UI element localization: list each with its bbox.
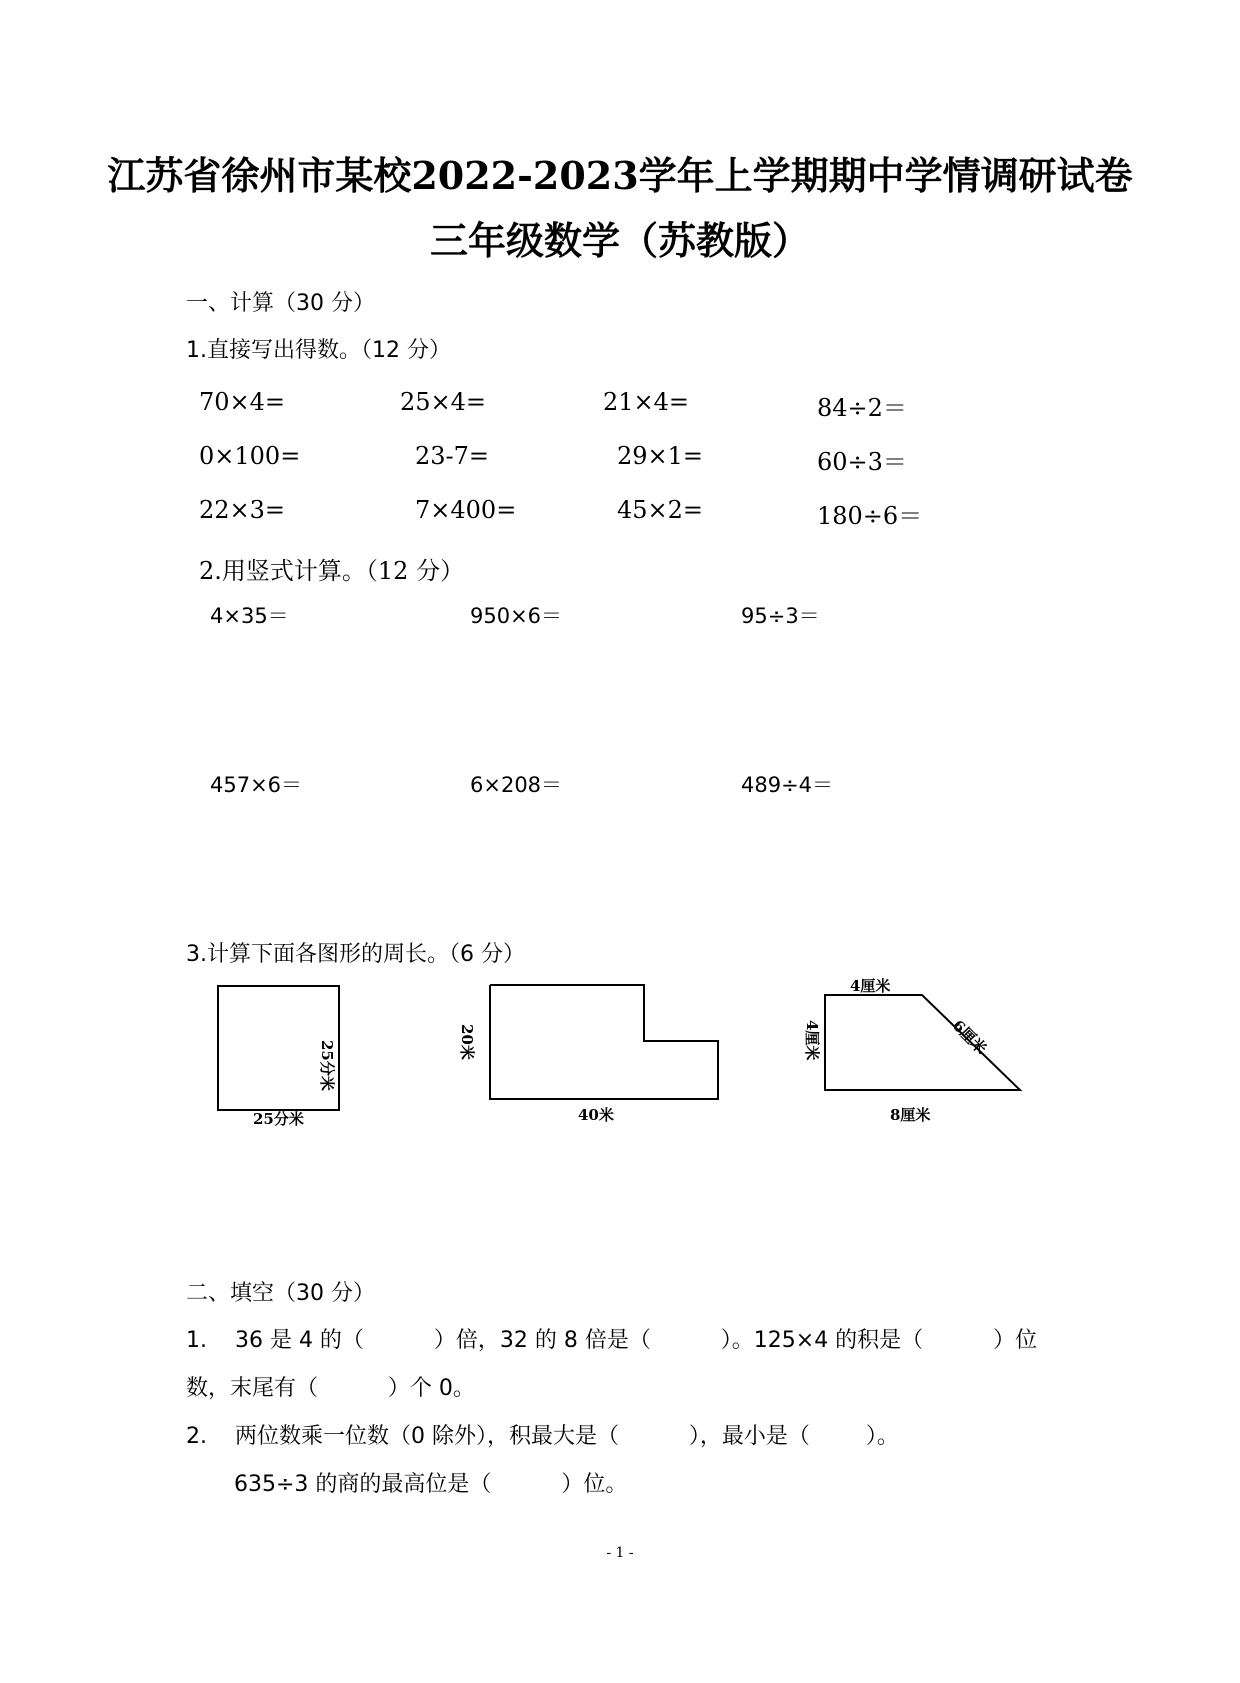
q1-item: 45×2= xyxy=(617,496,704,524)
q1-item: 84÷2＝ xyxy=(817,394,907,422)
trapezoid-figure xyxy=(815,985,1030,1100)
q2-item: 4×35＝ xyxy=(210,604,289,628)
q2-item: 950×6＝ xyxy=(470,604,563,628)
q1-item: 21×4= xyxy=(603,388,690,416)
fill-item-2-line2: 635÷3 的商的最高位是（ ）位。 xyxy=(234,1472,628,1497)
q1-item: 29×1= xyxy=(617,442,704,470)
q2-item: 489÷4＝ xyxy=(741,773,834,797)
l-shape-left-label: 20米 xyxy=(458,1024,476,1060)
trapezoid-top-label: 4厘米 xyxy=(850,977,891,995)
q1-item: 180÷6＝ xyxy=(817,502,923,530)
q1-title: 1.直接写出得数。（12 分） xyxy=(186,338,451,363)
square-right-label: 25分米 xyxy=(318,1040,336,1091)
q2-item: 95÷3＝ xyxy=(741,604,820,628)
l-shape-bottom-label: 40米 xyxy=(578,1106,614,1124)
l-shape xyxy=(490,985,718,1099)
q2-item: 6×208＝ xyxy=(470,773,563,797)
section1-heading: 一、计算（30 分） xyxy=(186,291,375,316)
q1-item: 22×3= xyxy=(199,496,286,524)
page-number: - 1 - xyxy=(606,1545,634,1561)
q1-item: 0×100= xyxy=(199,442,301,470)
trapezoid-slant-label: 6厘米 xyxy=(948,1016,991,1058)
l-shape-figure xyxy=(480,975,740,1115)
fill-item-2-line1: 2. 两位数乘一位数（0 除外），积最大是（ ），最小是（ ）。 xyxy=(186,1424,899,1449)
trapezoid-bottom-label: 8厘米 xyxy=(890,1106,931,1124)
q1-item: 7×400= xyxy=(415,496,517,524)
q1-item: 70×4= xyxy=(199,388,286,416)
q3-title: 3.计算下面各图形的周长。（6 分） xyxy=(186,942,525,967)
q2-title: 2.用竖式计算。（12 分） xyxy=(199,557,465,585)
q1-item: 60÷3＝ xyxy=(817,448,907,476)
q1-item: 23-7= xyxy=(415,442,490,470)
q1-item: 25×4= xyxy=(400,388,487,416)
fill-item-1-line2: 数，末尾有（ ）个 0。 xyxy=(186,1376,475,1401)
page-title: 江苏省徐州市某校2022-2023学年上学期期中学情调研试卷 xyxy=(107,153,1133,198)
section2-heading: 二、填空（30 分） xyxy=(186,1281,375,1306)
fill-item-1-line1: 1. 36 是 4 的（ ）倍，32 的 8 倍是（ ）。125×4 的积是（ ）位 xyxy=(186,1328,1038,1353)
page-subtitle: 三年级数学（苏教版） xyxy=(429,218,810,263)
q2-item: 457×6＝ xyxy=(210,773,303,797)
square-bottom-label: 25分米 xyxy=(253,1110,304,1128)
trapezoid-left-label: 4厘米 xyxy=(803,1020,821,1061)
